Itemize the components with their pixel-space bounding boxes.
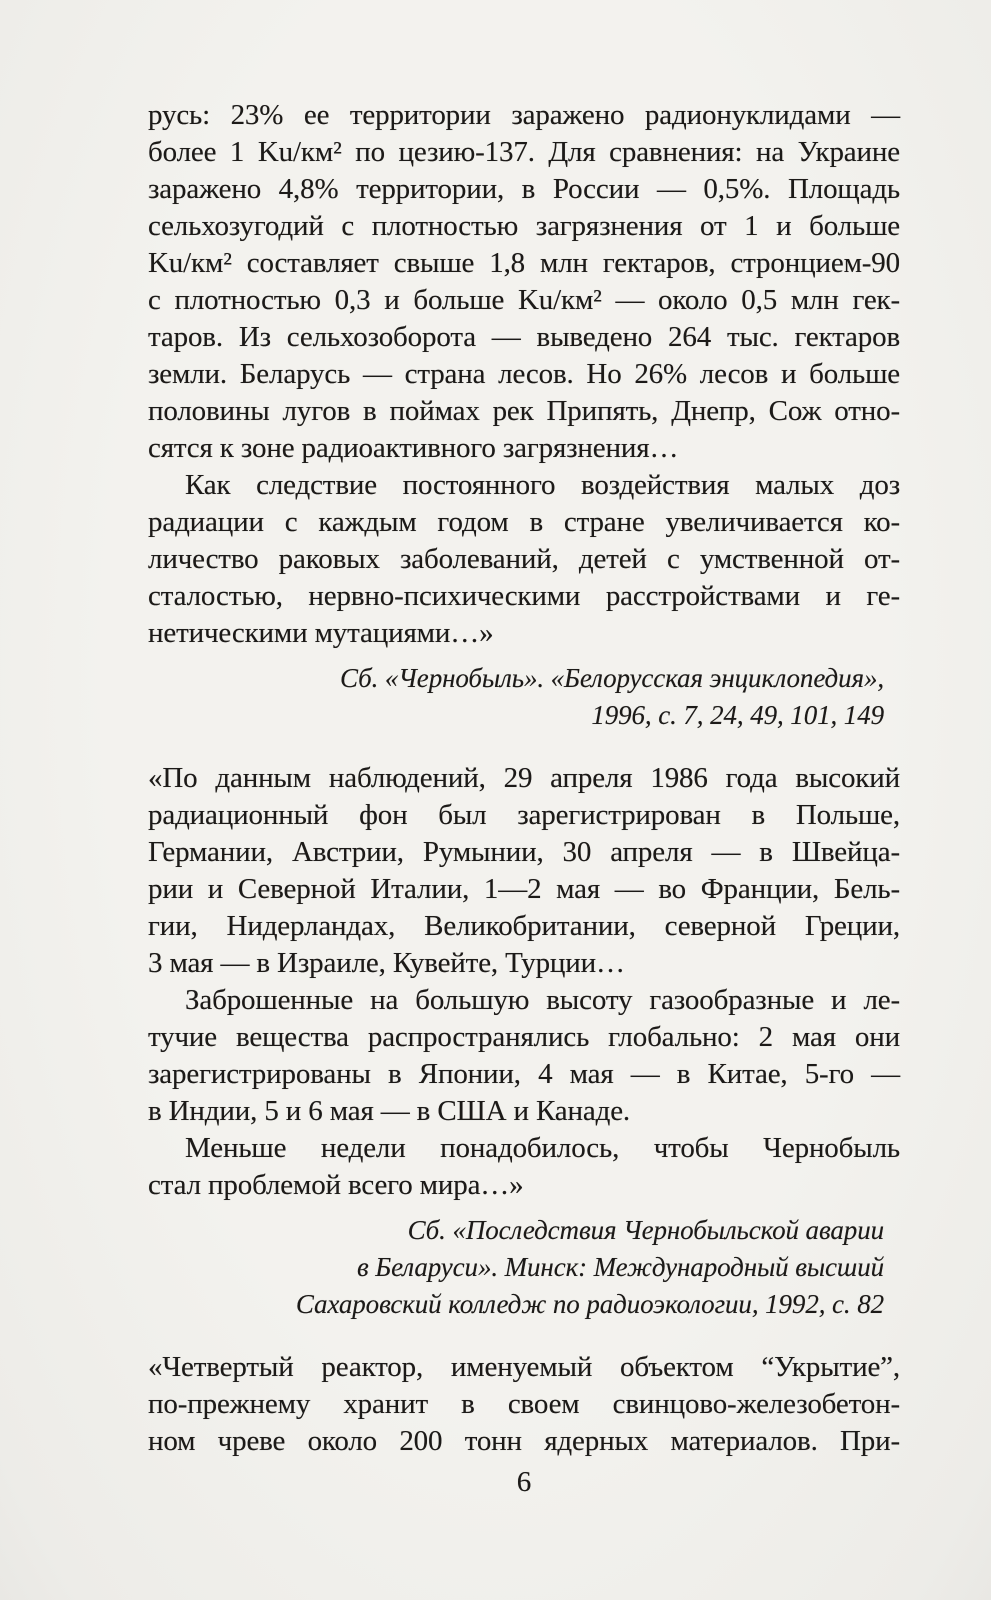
text-line: Ku/км² составляет свыше 1,8 млн гектаров, стронцием-90 bbox=[148, 247, 900, 279]
text-line: ном чреве около 200 тонн ядерных материалов. При- bbox=[148, 1425, 900, 1457]
text-line: сталостью, нервно-психическими расстройствами и ге- bbox=[148, 580, 900, 612]
citation-line: 1996, с. 7, 24, 49, 101, 149 bbox=[591, 700, 884, 730]
paragraph-2 bbox=[148, 467, 900, 652]
citation-source-1 bbox=[148, 660, 900, 734]
text-line: Германии, Австрии, Румынии, 30 апреля — в Швейца- bbox=[148, 836, 900, 868]
text-line: рии и Северной Италии, 1—2 мая — во Франции, Бель- bbox=[148, 873, 900, 905]
text-line: таров. Из сельхозоборота — выведено 264 тыс. гектаров bbox=[148, 321, 900, 353]
text-line: «По данным наблюдений, 29 апреля 1986 года высокий bbox=[148, 762, 900, 794]
text-line: Заброшенные на большую высоту газообразные и ле- bbox=[185, 984, 900, 1016]
text-line: заражено 4,8% территории, в России — 0,5%. Площадь bbox=[148, 173, 900, 205]
text-line: сятся к зоне радиоактивного загрязнения… bbox=[148, 432, 679, 464]
text-line: 3 мая — в Израиле, Кувейте, Турции… bbox=[148, 947, 625, 979]
text-line: в Индии, 5 и 6 мая — в США и Канаде. bbox=[148, 1095, 631, 1127]
text-line: радиационный фон был зарегистрирован в Польше, bbox=[148, 799, 900, 831]
text-block bbox=[148, 97, 900, 1460]
paragraph-5 bbox=[148, 1130, 900, 1204]
citation-source-2 bbox=[148, 1212, 900, 1323]
text-line: более 1 Ku/км² по цезию-137. Для сравнения: на Украине bbox=[148, 136, 900, 168]
text-line: нетическими мутациями…» bbox=[148, 617, 494, 649]
text-line: личество раковых заболеваний, детей с умственной от- bbox=[148, 543, 900, 575]
text-line: по-прежнему хранит в своем свинцово-железобетон- bbox=[148, 1388, 900, 1420]
citation-line: в Беларуси». Минск: Международный высший bbox=[357, 1252, 884, 1282]
paragraph-3 bbox=[148, 760, 900, 982]
text-line: «Четвертый реактор, именуемый объектом “Укрытие”, bbox=[148, 1351, 900, 1383]
page-number: 6 bbox=[516, 1466, 532, 1498]
text-line: стал проблемой всего мира…» bbox=[148, 1169, 524, 1201]
text-line: Как следствие постоянного воздействия малых доз bbox=[185, 469, 900, 501]
text-line: зарегистрированы в Японии, 4 мая — в Китае, 5-го — bbox=[148, 1058, 900, 1090]
paragraph-4 bbox=[148, 982, 900, 1130]
text-line: Меньше недели понадобилось, чтобы Чернобыль bbox=[185, 1132, 900, 1164]
paragraph-6 bbox=[148, 1349, 900, 1460]
paragraph-1 bbox=[148, 97, 900, 467]
text-line: земли. Беларусь — страна лесов. Но 26% лесов и больше bbox=[148, 358, 900, 390]
citation-line: Сб. «Последствия Чернобыльской аварии bbox=[407, 1215, 884, 1245]
text-line: радиации с каждым годом в стране увеличивается ко- bbox=[148, 506, 900, 538]
text-line: русь: 23% ее территории заражено радионуклидами — bbox=[148, 99, 900, 131]
citation-line: Сахаровский колледж по радиоэкологии, 1992, с. 82 bbox=[295, 1289, 884, 1319]
text-line: с плотностью 0,3 и больше Ku/км² — около 0,5 млн гек- bbox=[148, 284, 900, 316]
text-line: гии, Нидерландах, Великобритании, северной Греции, bbox=[148, 910, 900, 942]
text-line: сельхозугодий с плотностью загрязнения от 1 и больше bbox=[148, 210, 900, 242]
text-line: тучие вещества распространялись глобально: 2 мая они bbox=[148, 1021, 900, 1053]
citation-line: Сб. «Чернобыль». «Белорусская энциклопедия», bbox=[340, 663, 884, 693]
text-line: половины лугов в поймах рек Припять, Днепр, Сож отно- bbox=[148, 395, 900, 427]
